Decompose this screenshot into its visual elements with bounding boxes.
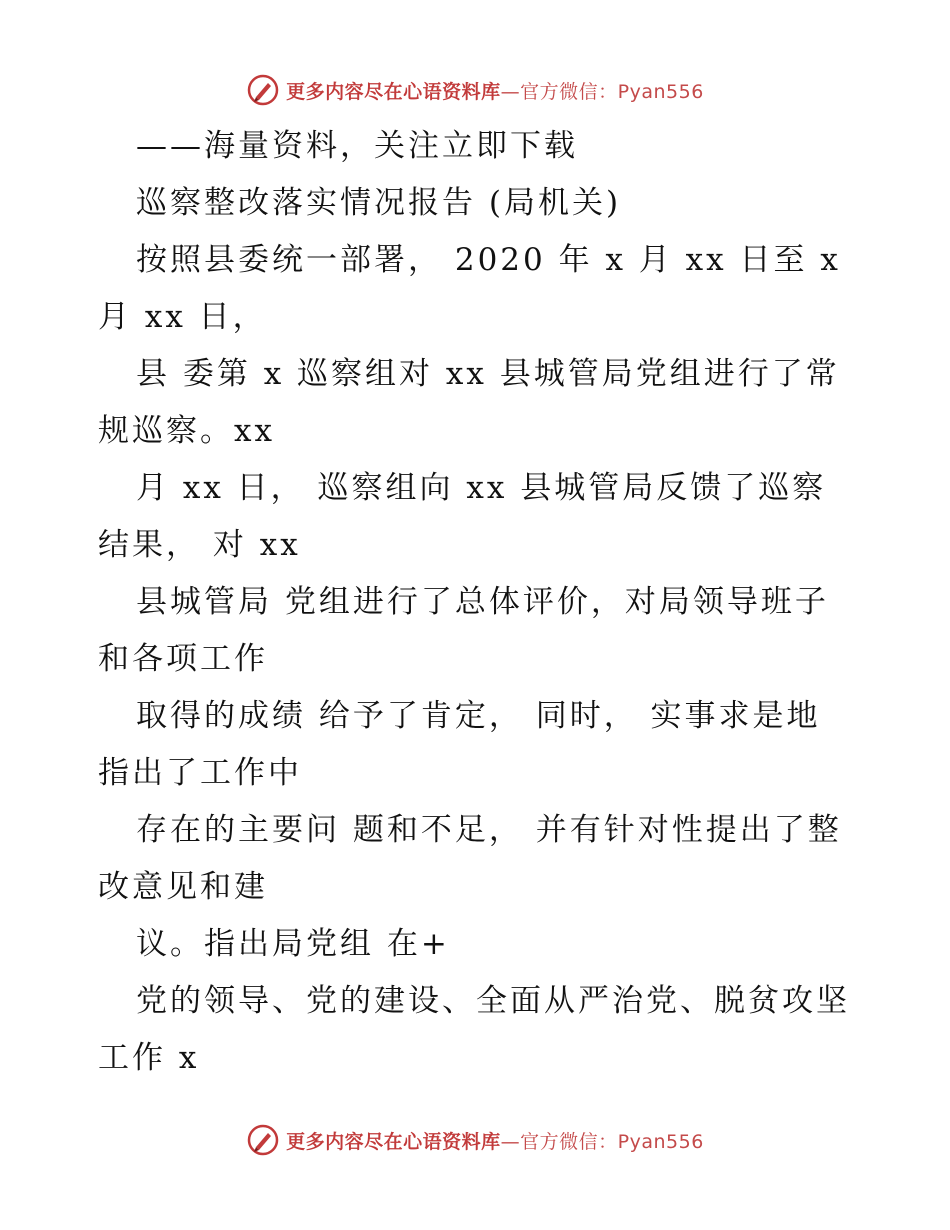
watermark-brand: 更多内容尽在心语资料库 bbox=[286, 80, 501, 103]
watermark-separator: — bbox=[500, 1130, 521, 1153]
document-title: 巡察整改落实情况报告 (局机关) bbox=[136, 185, 622, 221]
text-line: 月 xx 日， 巡察组向 xx 县城管局反馈了巡察 bbox=[136, 470, 827, 506]
text-line: ——海量资料，关注立即下载 bbox=[136, 128, 578, 164]
text-line: 取得的成绩 给予了肯定， 同时， 实事求是地 bbox=[136, 698, 821, 734]
watermark-text bbox=[286, 77, 704, 104]
text-line: 月 xx 日， bbox=[98, 299, 267, 335]
red-pen-circle-logo-icon bbox=[246, 1123, 280, 1157]
text-line: 工作 x bbox=[98, 1040, 200, 1076]
text-line: 县 委第 x 巡察组对 xx 县城管局党组进行了常 bbox=[136, 356, 840, 392]
document-body bbox=[98, 118, 858, 1087]
text-line: 按照县委统一部署， 2020 年 x 月 xx 日至 x bbox=[136, 242, 841, 278]
text-line: 议。指出局党组 在+ bbox=[136, 926, 450, 962]
watermark-wechat: 官方微信：Pyan556 bbox=[520, 80, 704, 103]
text-line: 规巡察。xx bbox=[98, 413, 275, 449]
text-line: 结果， 对 xx bbox=[98, 527, 301, 563]
watermark-brand: 更多内容尽在心语资料库 bbox=[286, 1130, 501, 1153]
watermark-banner-top bbox=[0, 70, 950, 110]
text-line: 县城管局 党组进行了总体评价，对局领导班子 bbox=[136, 584, 829, 620]
watermark-text bbox=[286, 1127, 704, 1154]
text-line: 指出了工作中 bbox=[98, 755, 302, 791]
text-line: 改意见和建 bbox=[98, 869, 268, 905]
watermark-separator: — bbox=[500, 80, 521, 103]
text-line: 和各项工作 bbox=[98, 641, 268, 677]
watermark-banner-bottom bbox=[0, 1120, 950, 1160]
text-line: 党的领导、党的建设、全面从严治党、脱贫攻坚 bbox=[136, 983, 850, 1019]
red-pen-circle-logo-icon bbox=[246, 73, 280, 107]
watermark-wechat: 官方微信：Pyan556 bbox=[520, 1130, 704, 1153]
text-line: 存在的主要问 题和不足， 并有针对性提出了整 bbox=[136, 812, 842, 848]
